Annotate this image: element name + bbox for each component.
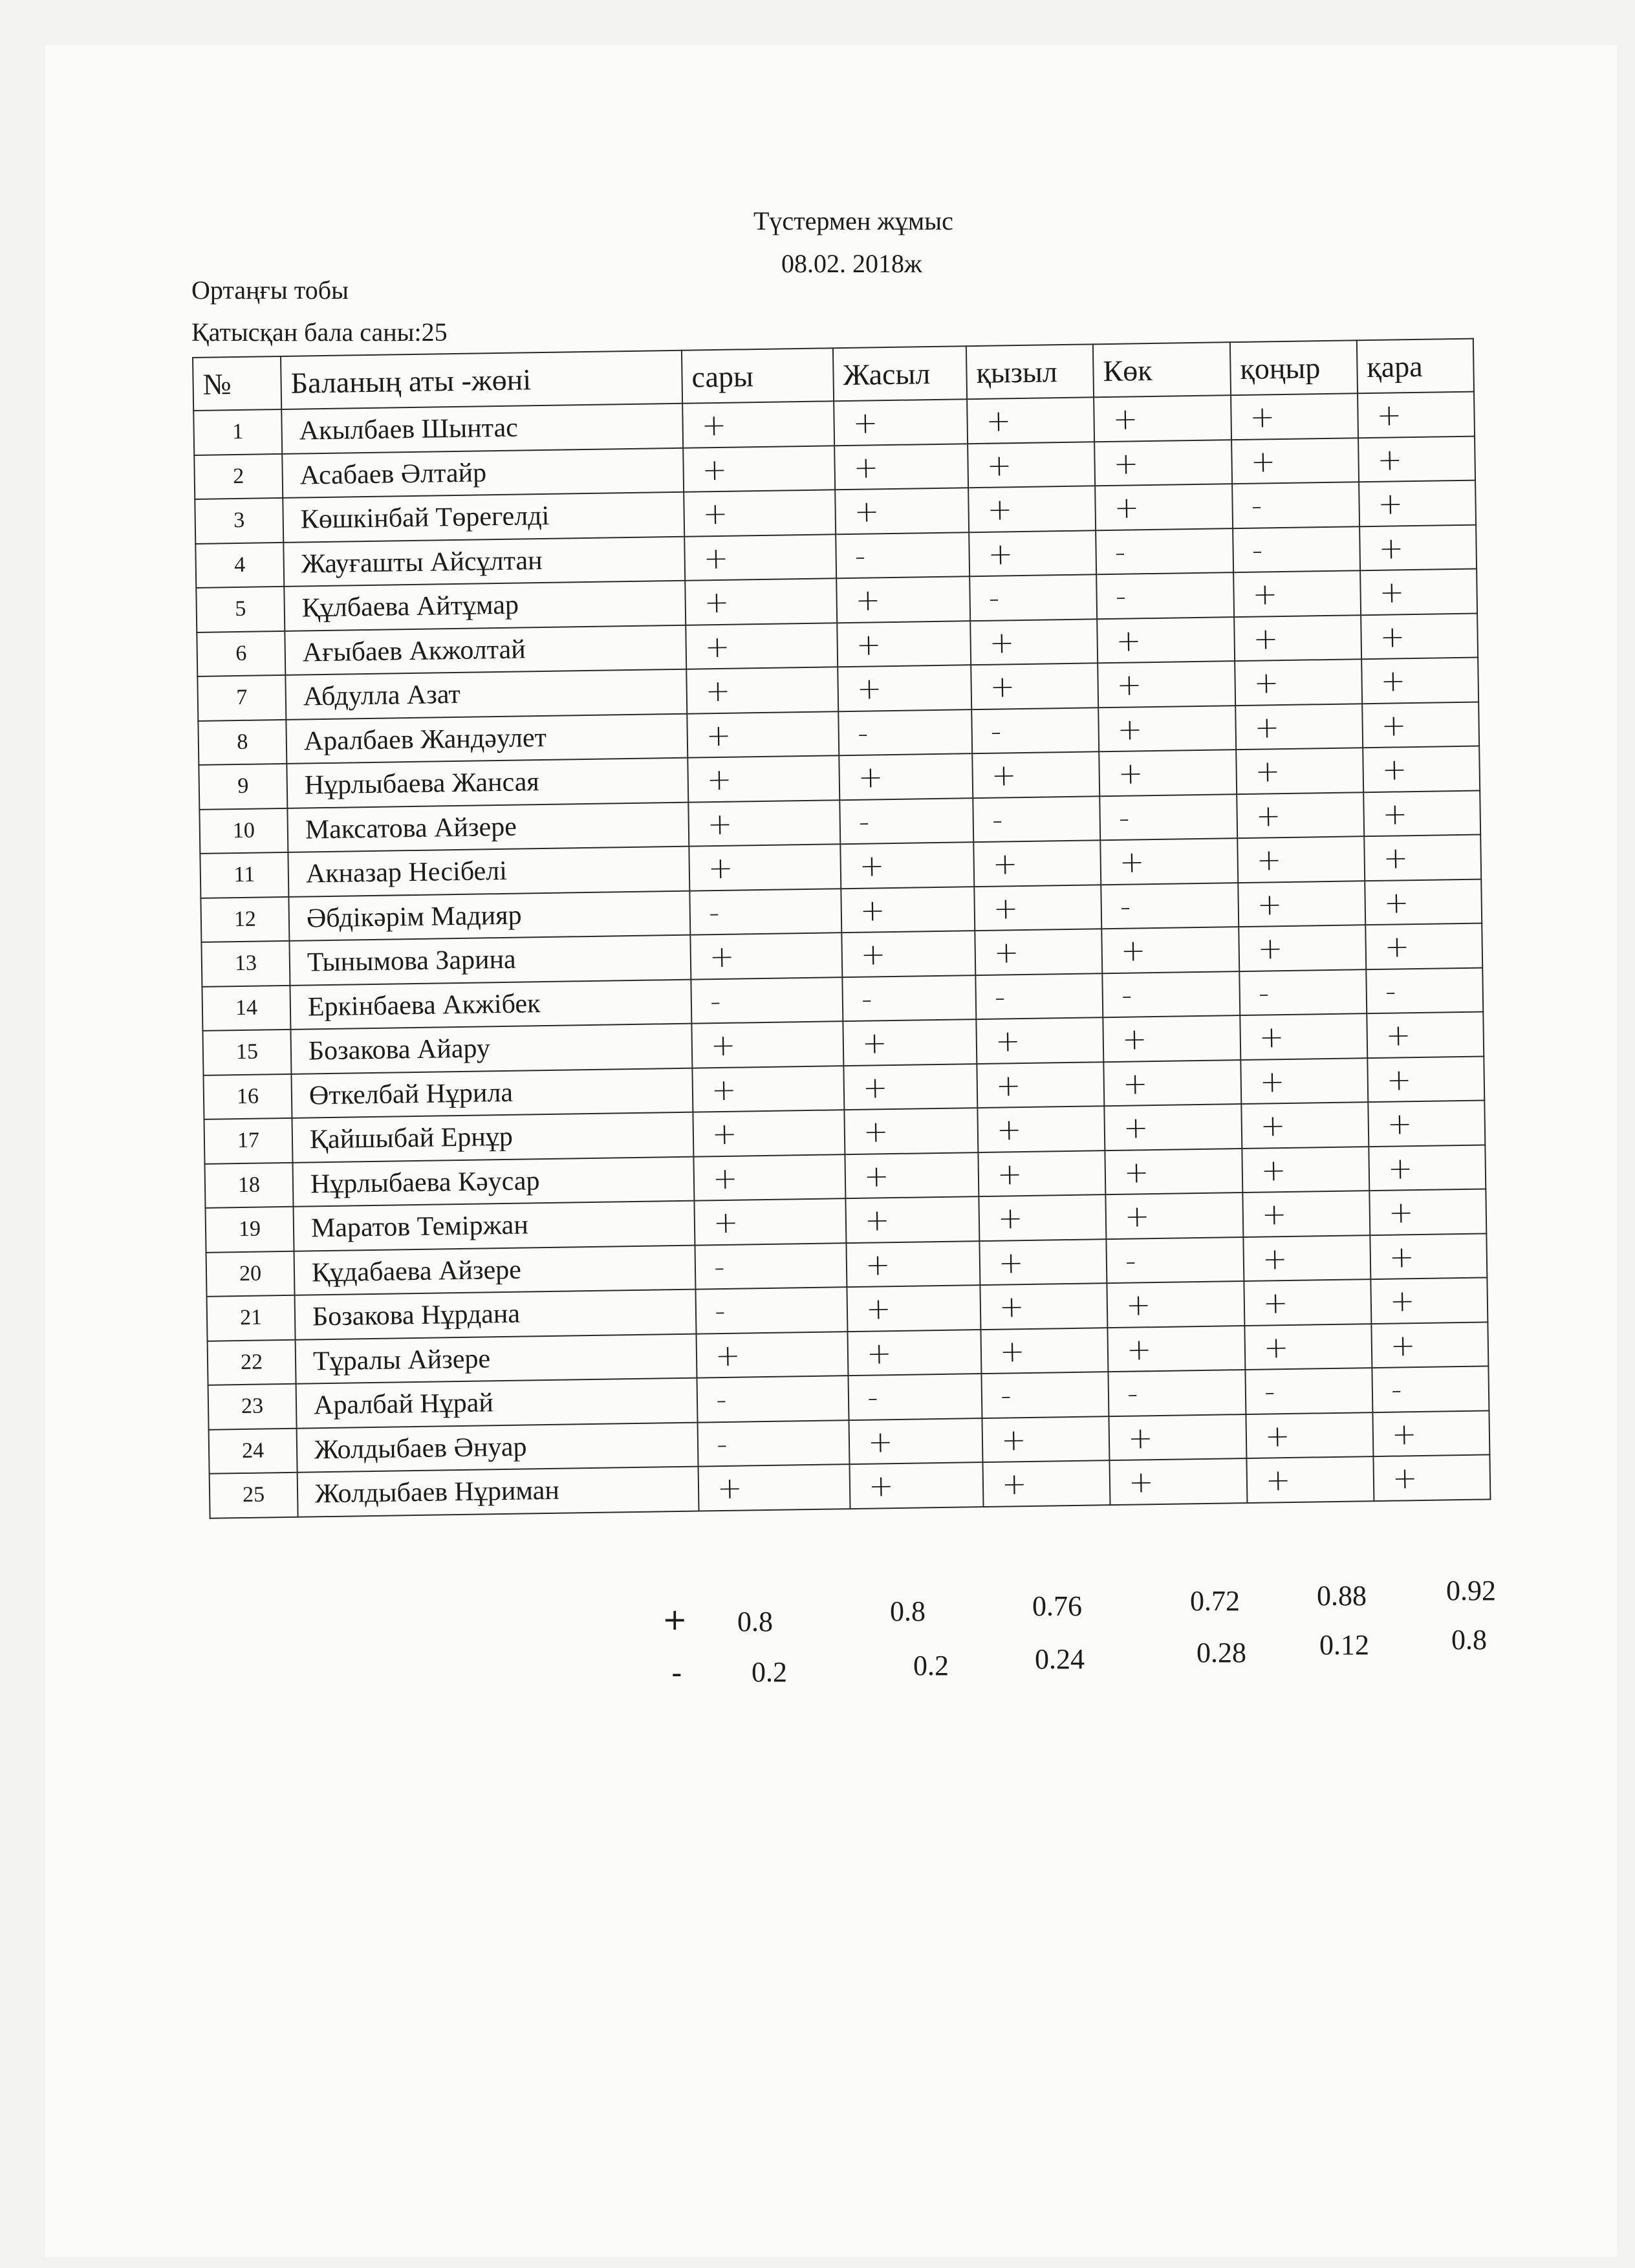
row-number: 6 xyxy=(197,631,285,676)
mark-black: + xyxy=(1370,1277,1488,1323)
mark-brown: + xyxy=(1231,438,1359,484)
summary-minus-black: 0.8 xyxy=(1451,1624,1487,1656)
child-name: Нұрлыбаева Жансая xyxy=(287,758,688,808)
mark-green: + xyxy=(847,1285,980,1332)
mark-brown: - xyxy=(1239,969,1367,1015)
mark-blue: - xyxy=(1102,971,1240,1018)
child-name: Бозакова Айару xyxy=(290,1024,692,1074)
mark-black: + xyxy=(1363,790,1480,836)
header-black: қара xyxy=(1357,339,1474,394)
row-number: 9 xyxy=(199,764,287,810)
mark-yellow: + xyxy=(691,1021,843,1068)
mark-yellow: + xyxy=(683,446,835,492)
mark-red: + xyxy=(970,619,1098,665)
group-name: Ортаңғы тобы xyxy=(191,275,349,305)
mark-yellow: - xyxy=(698,1420,850,1467)
child-name: Маратов Теміржан xyxy=(294,1201,695,1251)
mark-yellow: + xyxy=(693,1154,845,1201)
mark-brown: + xyxy=(1235,659,1362,705)
mark-black: + xyxy=(1367,1056,1484,1102)
mark-brown: - xyxy=(1245,1368,1372,1414)
mark-blue: + xyxy=(1104,1104,1242,1150)
row-number: 18 xyxy=(205,1162,294,1208)
mark-blue: + xyxy=(1100,838,1238,885)
summary-minus-green: 0.2 xyxy=(913,1650,949,1681)
mark-black: - xyxy=(1366,967,1483,1013)
row-number: 10 xyxy=(199,808,288,854)
row-number: 19 xyxy=(206,1207,294,1253)
row-number: 11 xyxy=(200,852,288,898)
mark-red: + xyxy=(968,442,1095,488)
mark-green: + xyxy=(843,1064,977,1110)
mark-green: + xyxy=(836,576,970,623)
mark-yellow: + xyxy=(682,401,834,448)
mark-blue: + xyxy=(1105,1149,1242,1195)
mark-red: + xyxy=(973,840,1101,886)
mark-brown: + xyxy=(1244,1324,1372,1370)
mark-green: + xyxy=(840,842,974,889)
mark-red: + xyxy=(976,1017,1103,1063)
mark-brown: + xyxy=(1239,925,1366,971)
mark-brown: + xyxy=(1241,1102,1369,1148)
summary-minus-red: 0.24 xyxy=(1035,1643,1085,1675)
header-red: қызыл xyxy=(966,344,1094,399)
mark-yellow: - xyxy=(689,889,841,935)
mark-red: + xyxy=(967,397,1094,443)
mark-blue: + xyxy=(1095,484,1233,530)
mark-black: + xyxy=(1369,1145,1486,1191)
mark-red: + xyxy=(980,1328,1108,1374)
summary-plus-black: 0.92 xyxy=(1446,1575,1496,1606)
mark-red: + xyxy=(968,486,1096,532)
mark-green: + xyxy=(847,1330,981,1376)
summary-plus-brown: 0.88 xyxy=(1317,1580,1367,1612)
mark-green: + xyxy=(835,488,969,534)
child-name: Аралбаев Жандәулет xyxy=(286,713,688,764)
mark-black: + xyxy=(1359,524,1477,570)
mark-black: + xyxy=(1363,746,1480,792)
mark-red: - xyxy=(975,973,1103,1019)
mark-green: + xyxy=(841,887,975,933)
mark-brown: + xyxy=(1242,1191,1370,1237)
summary-plus-red: 0.76 xyxy=(1032,1590,1082,1622)
mark-black: + xyxy=(1373,1454,1490,1500)
row-number: 23 xyxy=(208,1384,297,1430)
results-table xyxy=(192,338,1491,1519)
mark-green: - xyxy=(839,798,973,845)
mark-black: + xyxy=(1359,481,1476,526)
mark-black: + xyxy=(1365,879,1482,925)
mark-brown: + xyxy=(1235,704,1363,750)
mark-green: + xyxy=(846,1241,980,1288)
row-number: 3 xyxy=(195,498,283,544)
child-name: Аралбай Нұрай xyxy=(296,1378,698,1429)
mark-yellow: + xyxy=(694,1198,846,1245)
header-name: Баланың аты -жөні xyxy=(281,351,682,409)
mark-black: + xyxy=(1364,835,1481,881)
summary-plus-blue: 0.72 xyxy=(1190,1585,1240,1617)
mark-green: + xyxy=(844,1108,978,1154)
minus-sign-label: - xyxy=(671,1656,682,1690)
row-number: 8 xyxy=(198,719,287,765)
mark-brown: + xyxy=(1242,1147,1369,1193)
mark-red: - xyxy=(981,1372,1109,1418)
mark-yellow: - xyxy=(697,1376,849,1422)
mark-blue: + xyxy=(1109,1458,1247,1505)
child-name: Құлбаева Айтұмар xyxy=(284,581,686,631)
mark-blue: - xyxy=(1108,1370,1246,1416)
row-number: 16 xyxy=(203,1074,292,1119)
child-name: Еркінбаева Акжібек xyxy=(290,979,691,1030)
mark-brown: + xyxy=(1238,881,1365,927)
mark-brown: + xyxy=(1240,1013,1367,1059)
mark-yellow: + xyxy=(686,667,838,713)
mark-black: + xyxy=(1358,436,1475,482)
child-name: Тұралы Айзере xyxy=(296,1334,697,1384)
child-name: Акназар Несібелі xyxy=(288,847,689,897)
mark-brown: + xyxy=(1244,1279,1371,1325)
header-blue: Көк xyxy=(1093,342,1231,397)
child-name: Асабаев Әлтайр xyxy=(282,448,684,498)
mark-black: + xyxy=(1361,613,1478,659)
mark-red: + xyxy=(969,530,1096,576)
participant-count: Қатысқан бала саны:25 xyxy=(191,318,448,347)
child-name: Жауғашты Айсұлтан xyxy=(283,536,685,587)
mark-blue: + xyxy=(1103,1060,1241,1107)
mark-blue: - xyxy=(1099,794,1237,841)
mark-yellow: + xyxy=(688,755,839,802)
mark-yellow: + xyxy=(688,800,840,847)
mark-brown: + xyxy=(1234,615,1361,661)
mark-yellow: + xyxy=(686,623,838,669)
row-number: 20 xyxy=(206,1251,295,1297)
mark-red: - xyxy=(969,574,1097,620)
mark-brown: + xyxy=(1237,792,1364,838)
document-date: 08.02. 2018ж xyxy=(781,249,922,278)
summary-plus-yellow: 0.8 xyxy=(737,1606,773,1637)
row-number: 15 xyxy=(202,1030,291,1075)
mark-green: + xyxy=(841,931,975,977)
row-number: 4 xyxy=(195,542,284,588)
plus-sign-label: + xyxy=(662,1602,688,1637)
mark-black: + xyxy=(1369,1189,1486,1235)
mark-green: + xyxy=(834,399,968,446)
row-number: 13 xyxy=(201,941,290,987)
mark-red: - xyxy=(973,796,1100,842)
header-yellow: сары xyxy=(682,348,834,403)
mark-green: + xyxy=(843,1019,977,1066)
mark-brown: - xyxy=(1233,526,1360,572)
mark-blue: + xyxy=(1099,750,1237,796)
mark-brown: + xyxy=(1233,570,1361,616)
mark-red: + xyxy=(977,1106,1105,1152)
mark-red: + xyxy=(974,885,1101,931)
mark-black: + xyxy=(1371,1322,1488,1368)
mark-blue: + xyxy=(1101,927,1239,973)
mark-red: + xyxy=(977,1062,1104,1108)
mark-brown: + xyxy=(1237,836,1365,882)
summary-minus-blue: 0.28 xyxy=(1196,1637,1246,1669)
mark-black: + xyxy=(1362,702,1479,748)
mark-brown: + xyxy=(1246,1412,1373,1458)
mark-blue: + xyxy=(1107,1326,1245,1372)
mark-yellow: + xyxy=(689,844,841,891)
mark-brown: + xyxy=(1231,393,1358,439)
row-number: 14 xyxy=(202,985,290,1031)
summary-minus-brown: 0.12 xyxy=(1319,1629,1369,1661)
row-number: 7 xyxy=(197,675,286,721)
mark-yellow: + xyxy=(698,1464,850,1511)
child-name: Жолдыбаев Әнуар xyxy=(297,1422,698,1473)
mark-green: + xyxy=(849,1418,982,1465)
mark-yellow: + xyxy=(690,933,842,979)
child-name: Тынымова Зарина xyxy=(289,935,691,986)
mark-blue: + xyxy=(1105,1193,1243,1239)
child-name: Көшкінбай Төрегелді xyxy=(283,492,684,543)
child-name: Қайшыбай Ернұр xyxy=(292,1112,693,1163)
child-name: Құдабаева Айзере xyxy=(294,1245,696,1295)
mark-red: + xyxy=(971,663,1098,709)
mark-green: + xyxy=(850,1462,984,1509)
mark-black: + xyxy=(1367,1011,1484,1057)
mark-brown: + xyxy=(1236,748,1363,794)
mark-yellow: + xyxy=(685,578,837,625)
mark-yellow: + xyxy=(693,1110,845,1156)
row-number: 2 xyxy=(194,453,283,499)
child-name: Абдулла Азат xyxy=(285,669,687,720)
mark-brown: + xyxy=(1246,1456,1374,1502)
child-name: Өткелбай Нұрила xyxy=(291,1068,693,1118)
mark-blue: + xyxy=(1097,617,1235,664)
mark-yellow: - xyxy=(695,1287,847,1334)
mark-brown: + xyxy=(1240,1058,1368,1104)
mark-brown: - xyxy=(1232,482,1359,528)
mark-yellow: + xyxy=(684,490,836,536)
mark-blue: + xyxy=(1098,706,1236,752)
mark-blue: - xyxy=(1106,1237,1244,1284)
mark-brown: + xyxy=(1243,1235,1370,1281)
mark-blue: + xyxy=(1094,395,1231,442)
document-title: Түстермен жұмыс xyxy=(753,206,953,235)
mark-red: + xyxy=(980,1283,1107,1329)
row-number: 17 xyxy=(204,1118,292,1164)
summary-plus-green: 0.8 xyxy=(890,1595,926,1627)
mark-black: + xyxy=(1358,392,1475,438)
mark-red: + xyxy=(972,751,1099,797)
mark-black: + xyxy=(1368,1100,1485,1146)
child-name: Әбдікәрім Мадияр xyxy=(288,891,690,941)
mark-red: + xyxy=(979,1194,1106,1240)
child-name: Максатова Айзере xyxy=(287,802,689,852)
mark-blue: + xyxy=(1098,661,1235,707)
row-number: 12 xyxy=(200,896,289,942)
child-name: Жолдыбаев Нұриман xyxy=(298,1467,699,1517)
mark-black: + xyxy=(1370,1233,1487,1279)
mark-blue: - xyxy=(1101,883,1239,929)
row-number: 21 xyxy=(207,1295,296,1341)
mark-red: + xyxy=(978,1150,1105,1196)
mark-blue: - xyxy=(1096,528,1233,575)
row-number: 1 xyxy=(193,409,282,455)
mark-black: + xyxy=(1361,658,1478,704)
header-number: № xyxy=(193,356,281,411)
header-green: Жасыл xyxy=(833,346,967,401)
mark-blue: + xyxy=(1109,1414,1246,1461)
mark-blue: + xyxy=(1103,1015,1240,1062)
mark-yellow: + xyxy=(692,1066,844,1112)
mark-green: - xyxy=(838,709,972,756)
mark-blue: + xyxy=(1107,1281,1244,1328)
child-name: Нұрлыбаева Кәусар xyxy=(292,1156,694,1207)
mark-blue: - xyxy=(1096,572,1234,619)
child-name: Бозакова Нұрдана xyxy=(295,1290,697,1340)
mark-green: + xyxy=(837,621,971,667)
mark-yellow: + xyxy=(696,1332,848,1378)
mark-green: - xyxy=(842,975,976,1022)
row-number: 5 xyxy=(196,587,285,632)
mark-yellow: + xyxy=(684,534,836,581)
mark-green: - xyxy=(848,1374,982,1420)
mark-red: + xyxy=(982,1460,1110,1506)
header-brown: қоңыр xyxy=(1230,340,1358,395)
mark-black: + xyxy=(1360,569,1477,615)
results-table-wrapper xyxy=(192,338,1489,1519)
mark-red: + xyxy=(979,1239,1107,1285)
mark-red: - xyxy=(971,707,1099,753)
mark-red: + xyxy=(982,1416,1109,1462)
child-name: Ағыбаев Акжолтай xyxy=(285,625,686,675)
mark-green: - xyxy=(836,532,969,579)
mark-black: - xyxy=(1372,1366,1489,1412)
mark-green: + xyxy=(834,444,968,490)
mark-black: + xyxy=(1372,1410,1489,1456)
row-number: 24 xyxy=(209,1428,298,1474)
mark-yellow: - xyxy=(691,977,843,1024)
mark-yellow: + xyxy=(687,711,839,758)
row-number: 25 xyxy=(210,1473,298,1518)
summary-minus-yellow: 0.2 xyxy=(752,1656,787,1688)
mark-yellow: - xyxy=(695,1243,847,1290)
mark-green: + xyxy=(839,753,973,800)
child-name: Акылбаев Шынтас xyxy=(281,404,683,454)
row-number: 22 xyxy=(208,1339,296,1385)
mark-black: + xyxy=(1365,923,1482,969)
mark-green: + xyxy=(838,665,971,711)
mark-red: + xyxy=(975,929,1102,975)
mark-green: + xyxy=(845,1152,979,1199)
mark-blue: + xyxy=(1094,440,1232,486)
mark-green: + xyxy=(845,1196,979,1243)
